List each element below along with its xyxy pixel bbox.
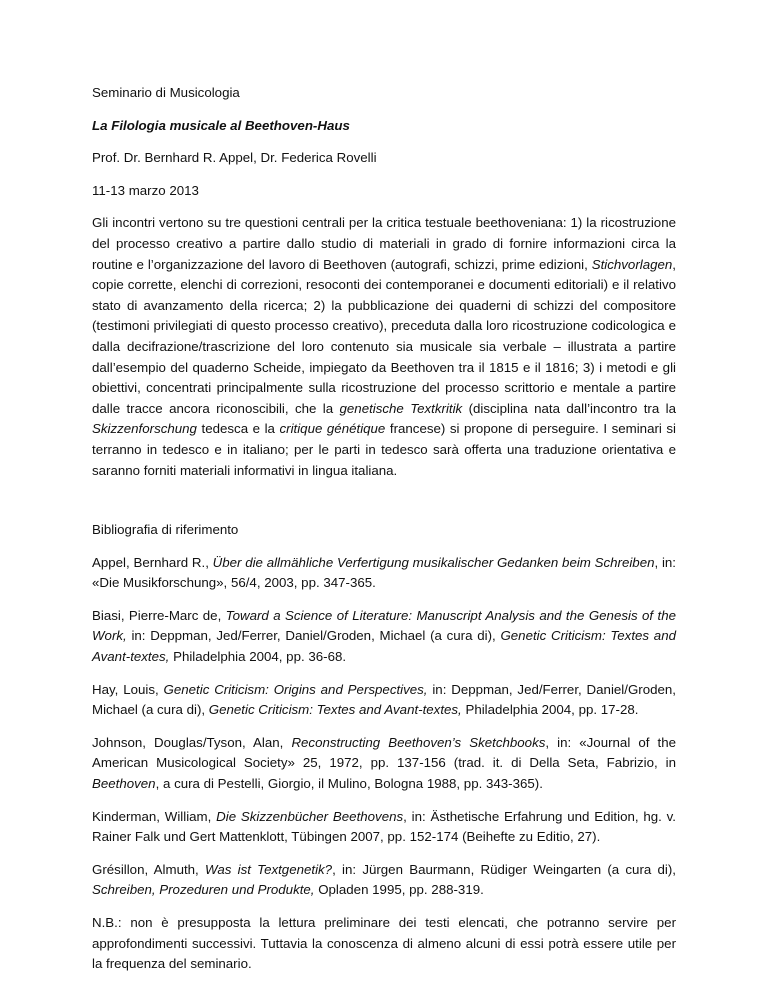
intro-text-1: Gli incontri vertono su tre questioni centrali per la critica testuale beethoveniana: 1) la ricostruzione del processo creativo a partire dallo studio di materiali in grado di fornire informazioni circa la routine e l’organizzazione del lavoro di Beethoven (autografi, schizzi, prime edizioni, bbox=[92, 215, 676, 272]
intro-text-3: (disciplina nata dall’incontro tra la bbox=[462, 400, 676, 416]
bibliography-entry-johnson-tyson bbox=[92, 733, 676, 795]
intro-text-2: , copie corrette, elenchi di correzioni, resoconti dei contemporanei e documenti editoriali) e il relativo stato di avanzamento della ricerca; 2) la pubblicazione dei quaderni di schizzi del compositore (testimoni privilegiati di questo processo creativo), preceduta dalla loro ricostruzione codicologica e dalla decifrazione/trascrizione del loro contenuto sia musicale sia verbale – illustrata a partire dall’esempio del quaderno Scheide, impiegato da Beethoven tra il 1815 e il 1816; 3) i metodi e gli obiettivi, concentrati principalmente sulla ricostruzione del processo scrittorio e mentale a partire dalle tracce ancora riconoscibili, che la bbox=[92, 256, 676, 416]
seminar-dates: 11-13 marzo 2013 bbox=[92, 182, 199, 198]
bib-publication: Philadelphia 2004, pp. 36-68. bbox=[169, 649, 347, 665]
bib-volume-title: Genetic Criticism: Textes and Avant-textes, bbox=[92, 628, 676, 665]
bib-author: Johnson, Douglas/Tyson, Alan, bbox=[92, 734, 292, 750]
bib-author: Kinderman, William, bbox=[92, 808, 217, 824]
bib-volume-title: Schreiben, Prozeduren und Produkte, bbox=[92, 882, 315, 898]
bibliography-entry-appel bbox=[92, 553, 676, 594]
seminar-authors: Prof. Dr. Bernhard R. Appel, Dr. Federica Rovelli bbox=[92, 150, 377, 166]
intro-term-genetische-textkritik: genetische Textkritik bbox=[339, 400, 463, 416]
bib-details: , in: «Journal of the American Musicological Society» 25, 1972, pp. 137-156 (trad. it. di Della Seta, Fabrizio, in bbox=[92, 734, 677, 771]
bib-details: in: Deppman, Jed/Ferrer, Daniel/Groden, Michael (a cura di), bbox=[126, 628, 501, 644]
bib-work-title: Die Skizzenbücher Beethovens bbox=[216, 808, 404, 824]
bib-volume-title: Genetic Criticism: Textes and Avant-textes, bbox=[208, 702, 462, 718]
bib-work-title: Toward a Science of Literature: Manuscript Analysis and the Genesis of the Work, bbox=[92, 607, 676, 644]
bib-work-title: Genetic Criticism: Origins and Perspectives, bbox=[163, 681, 428, 697]
bib-author: Biasi, Pierre-Marc de, bbox=[92, 607, 226, 623]
bib-details: in: Deppman, Jed/Ferrer, Daniel/Groden, Michael (a cura di), bbox=[92, 681, 676, 718]
bib-volume-title: Beethoven bbox=[92, 776, 156, 792]
intro-term-critique-genetique: critique génétique bbox=[279, 421, 386, 437]
bib-work-title: Reconstructing Beethoven’s Sketchbooks bbox=[291, 734, 546, 750]
intro-paragraph bbox=[92, 213, 676, 481]
intro-text-4: tedesca e la bbox=[196, 421, 280, 437]
bibliography-title: Bibliografia di riferimento bbox=[92, 522, 239, 538]
bibliography-entry-gresillon bbox=[92, 860, 676, 901]
intro-term-stichvorlagen: Stichvorlagen bbox=[591, 256, 673, 272]
bib-author: Hay, Louis, bbox=[92, 681, 164, 697]
bib-author: Appel, Bernhard R., bbox=[92, 554, 213, 570]
intro-text-5: francese) si propone di perseguire. I seminari si terranno in tedesco e in italiano; per le parti in tedesco sarà offerta una traduzione orientativa e saranno forniti materiali informativi in lingua italiana. bbox=[92, 421, 676, 478]
bib-publication: Opladen 1995, pp. 288-319. bbox=[314, 882, 484, 898]
bib-publication: , a cura di Pestelli, Giorgio, il Mulino, Bologna 1988, pp. 343-365). bbox=[155, 776, 543, 792]
bib-author: Grésillon, Almuth, bbox=[92, 861, 206, 877]
seminar-label: Seminario di Musicologia bbox=[92, 85, 240, 100]
note-paragraph: N.B.: non è presupposta la lettura preliminare dei testi elencati, che potranno servire per approfondimenti successivi. Tuttavia la conoscenza di almeno alcuni di essi potrà essere utile per la frequenza del seminario. bbox=[92, 915, 676, 972]
bib-work-title: Was ist Textgenetik? bbox=[205, 861, 333, 877]
bibliography-entry-biasi bbox=[92, 606, 676, 668]
bib-work-title: Über die allmähliche Verfertigung musikalischer Gedanken beim Schreiben bbox=[212, 554, 655, 570]
seminar-title: La Filologia musicale al Beethoven-Haus bbox=[92, 117, 350, 133]
bib-publication: Philadelphia 2004, pp. 17-28. bbox=[461, 702, 639, 718]
bib-details: , in: «Die Musikforschung», 56/4, 2003, pp. 347-365. bbox=[92, 554, 676, 591]
intro-term-skizzenforschung: Skizzenforschung bbox=[92, 421, 197, 437]
bibliography-entry-kinderman bbox=[92, 807, 676, 848]
bib-details: , in: Ästhetische Erfahrung und Edition, hg. v. Rainer Falk und Gert Mattenklott, Tübingen 2007, pp. 152-174 (Beihefte zu Editio, 27). bbox=[92, 808, 676, 845]
bibliography-entry-hay bbox=[92, 680, 676, 721]
bib-details: , in: Jürgen Baurmann, Rüdiger Weingarten (a cura di), bbox=[332, 861, 676, 877]
